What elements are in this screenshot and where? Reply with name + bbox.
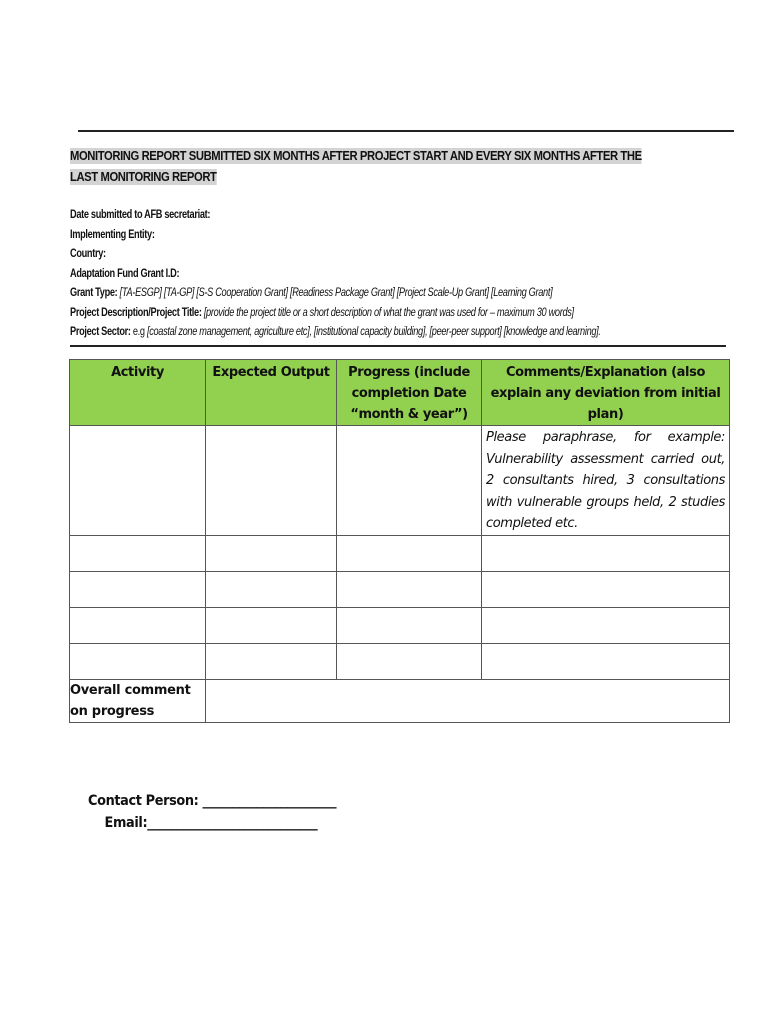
date-submitted-field[interactable] (70, 206, 662, 226)
grant-id-label: Adaptation Fund Grant I.D: (70, 267, 180, 280)
report-heading (70, 146, 646, 188)
header-comments: Comments/Explanation (also explain any deviation from initial plan) (482, 360, 730, 426)
progress-cell[interactable] (337, 607, 482, 643)
report-info-fields (70, 206, 662, 343)
email-field[interactable]: Email:____________________________ (104, 815, 318, 831)
header-progress: Progress (include completion Date “month & year”) (337, 360, 482, 426)
activity-cell[interactable] (70, 607, 206, 643)
progress-cell[interactable] (337, 571, 482, 607)
country-label: Country: (70, 248, 106, 260)
comments-cell[interactable] (482, 607, 730, 643)
section-rule (70, 345, 726, 347)
grant-type-field[interactable] (70, 284, 662, 304)
project-sector-label: Project Sector: (70, 326, 131, 338)
expected-output-cell[interactable] (206, 426, 337, 536)
activity-cell[interactable] (70, 643, 206, 679)
progress-cell[interactable] (337, 535, 482, 571)
table-header-row (70, 360, 730, 426)
overall-comment-label: Overall comment on progress (70, 679, 206, 722)
contact-block (88, 790, 336, 834)
progress-cell[interactable] (337, 426, 482, 536)
date-submitted-label: Date submitted to AFB secretariat: (70, 209, 211, 221)
expected-output-cell[interactable] (206, 535, 337, 571)
implementing-entity-field[interactable] (70, 226, 662, 246)
overall-comment-cell[interactable] (206, 679, 730, 722)
table-row (70, 607, 730, 643)
expected-output-cell[interactable] (206, 571, 337, 607)
table-row (70, 426, 730, 536)
grant-id-field[interactable] (70, 265, 662, 285)
comments-cell[interactable] (482, 426, 730, 536)
project-description-label: Project Description/Project Title: (70, 306, 202, 319)
overall-comment-row (70, 679, 730, 722)
grant-type-options: [TA-ESGP] [TA-GP] [S-S Cooperation Grant] [Readiness Package Grant] [Project Scale-Up Grant] [Learning Grant] (119, 287, 553, 299)
table-row (70, 535, 730, 571)
comments-cell[interactable] (482, 571, 730, 607)
header-activity: Activity (70, 360, 206, 426)
top-rule (78, 130, 734, 132)
progress-cell[interactable] (337, 643, 482, 679)
example-comment: Please paraphrase, for example: Vulnerability assessment carried out, 2 consultants hired, 3 consultations with vulnerable groups held, 2 studies completed etc. (486, 430, 725, 531)
project-description-field[interactable] (70, 304, 662, 324)
report-heading-text: MONITORING REPORT SUBMITTED SIX MONTHS AFTER PROJECT START AND EVERY SIX MONTHS AFTER THE LAST MONITORING REPORT (70, 149, 642, 184)
monitoring-table (69, 359, 730, 723)
project-sector-options: [coastal zone management, agriculture etc], [institutional capacity building], [peer-peer support] [knowledge and learning]. (146, 326, 601, 338)
project-sector-prefix: e.g (132, 326, 145, 338)
table-row (70, 571, 730, 607)
activity-cell[interactable] (70, 535, 206, 571)
comments-cell[interactable] (482, 643, 730, 679)
activity-cell[interactable] (70, 571, 206, 607)
contact-person-field[interactable]: Contact Person: ______________________ (88, 793, 337, 809)
activity-cell[interactable] (70, 426, 206, 536)
grant-type-label: Grant Type: (70, 287, 118, 299)
expected-output-cell[interactable] (206, 643, 337, 679)
country-field[interactable] (70, 245, 662, 265)
project-sector-field[interactable] (70, 323, 662, 343)
comments-cell[interactable] (482, 535, 730, 571)
project-description-hint: [provide the project title or a short description of what the grant was used for – maximum 30 words] (203, 306, 574, 319)
header-expected-output: Expected Output (206, 360, 337, 426)
table-row (70, 643, 730, 679)
implementing-entity-label: Implementing Entity: (70, 228, 155, 241)
expected-output-cell[interactable] (206, 607, 337, 643)
